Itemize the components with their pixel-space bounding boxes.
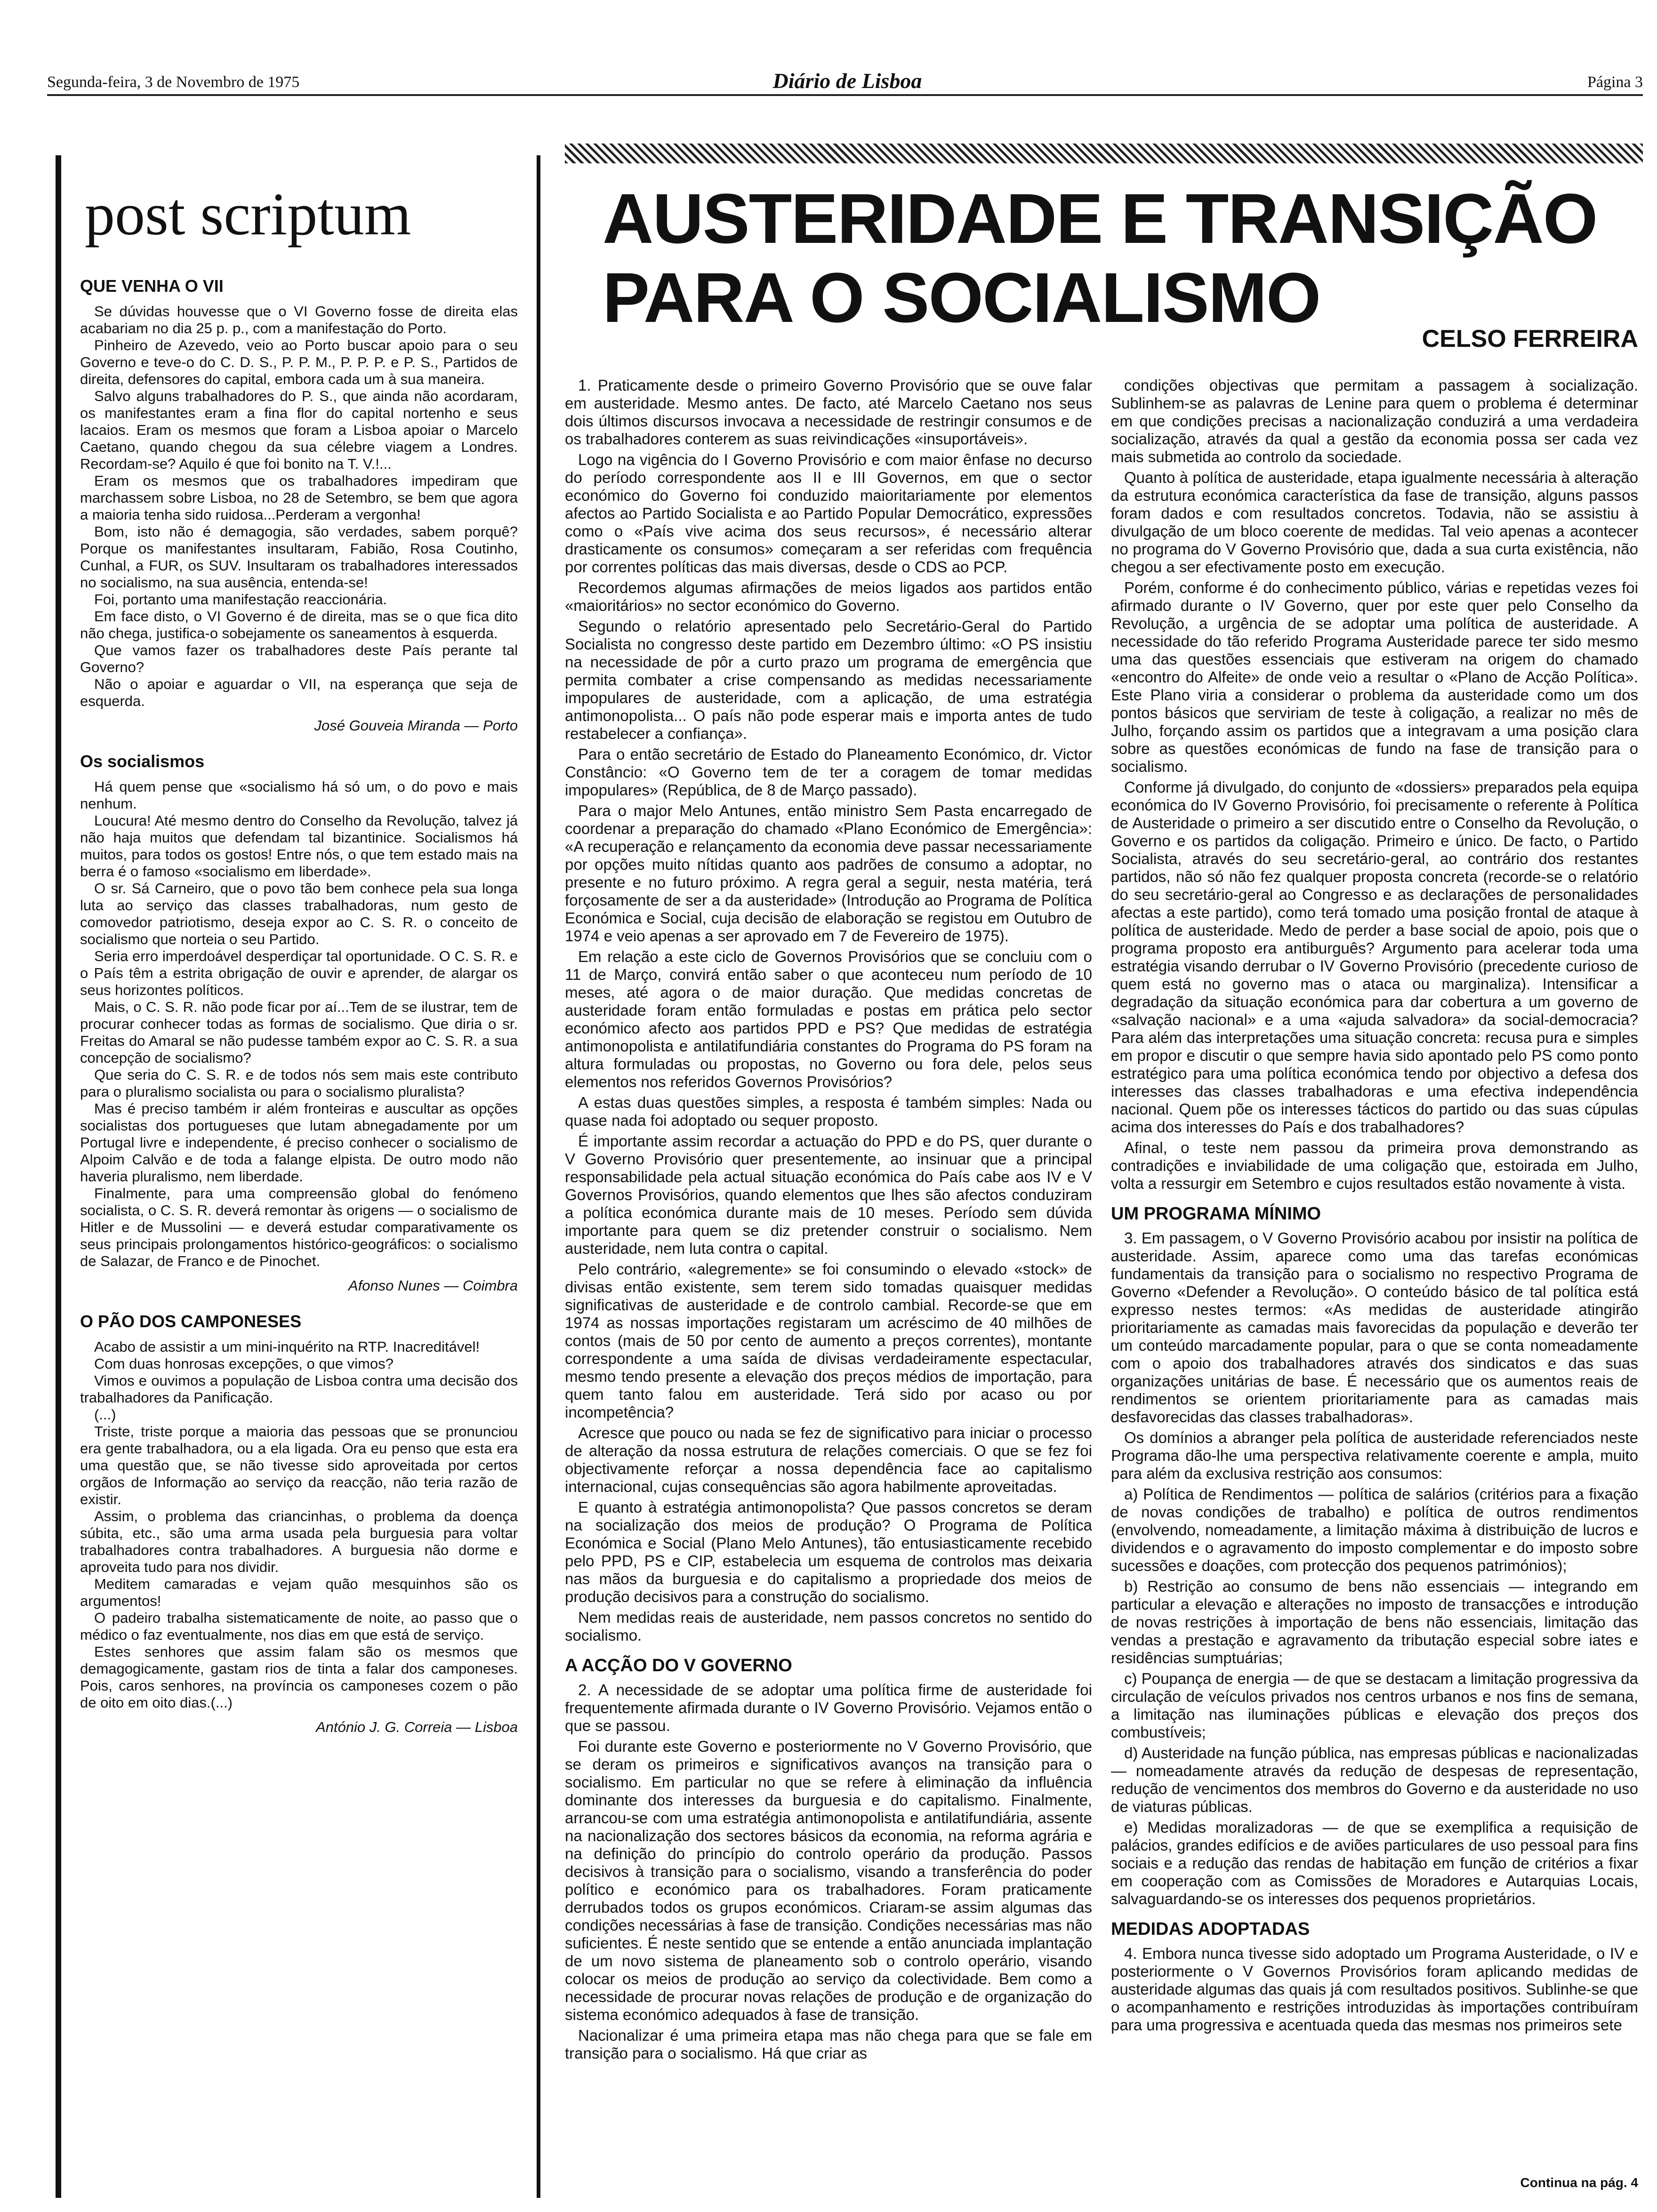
letter-paragraph: Acabo de assistir a um mini-inquérito na RTP. Inacreditável! — [94, 1338, 480, 1355]
letter-signature: José Gouveia Miranda — Porto — [314, 717, 518, 734]
page-number: Página 3 — [1587, 73, 1643, 91]
hatched-rule — [565, 144, 1643, 163]
issue-date: Segunda-feira, 3 de Novembro de 1975 — [47, 73, 300, 91]
letter-paragraph: O padeiro trabalha sistematicamente de noite, ao passo que o médico o faz eventualmente, nos dias em que está de serviço. — [80, 1610, 518, 1643]
letter-signature: Afonso Nunes — Coimbra — [348, 1277, 518, 1294]
letter-paragraph: Mas é preciso também ir além fronteiras e auscultar as opções socialistas dos portugueses que lutam abnegadamente por um Portugal livre e independente, é preciso conhecer o socialismo de Alpoim Calvão e de toda a falange elpista. De outro modo não haveria pluralismo, nem liberdade. — [80, 1100, 518, 1185]
letter-paragraph: (...) — [94, 1406, 116, 1423]
article-paragraph: 3. Em passagem, o V Governo Provisório acabou por insistir na política de austeridade. Assim, aparece como uma das tarefas económicas fundamentais da transição para o socialismo no respectivo Programa de Governo «Defender a Revolução». O conteúdo básico de tal política está expresso nestes termos: «As medidas de austeridade atingirão prioritariamente as camadas mais favorecidas da população e deverão ter um conteúdo marcadamente popular, para o que se conta nomeadamente com o apoio dos trabalhadores através dos sindicatos e das suas organizações unitárias de base. É necessário que os aumentos reais de rendimentos se orientem prioritariamente para as camadas mais desfavorecidas das classes trabalhadoras». — [1111, 1229, 1638, 1426]
article-paragraph: Foi durante este Governo e posteriormente no V Governo Provisório, que se deram os primeiros e significativos avanços na transição para o socialismo. Em particular no que se refere à eliminação da influência dominante dos interesses da burguesia e do capitalismo. Finalmente, arrancou-se com uma estratégia antimonopolista e antilatifundiária, assente na nacionalização dos sectores básicos da economia, na reforma agrária e na definição do princípio do controlo operário da produção. Passos decisivos à transição para o socialismo, visando a transferência do poder político e económico para os trabalhadores. Foram praticamente derrubados todos os grupos económicos. Criaram-se assim algumas das condições necessárias à fase de transição. Condições necessárias mas não suficientes. É neste sentido que se entende a então anunciada implantação de um novo sistema de planeamento sob o controlo operário, visando colocar os meios de produção ao serviço da colectividade. Bem como a necessidade de procurar novas relações de produção e de organização do sistema económico adequados à fase de transição. — [565, 1738, 1092, 2023]
article-paragraph: Acresce que pouco ou nada se fez de significativo para iniciar o processo de alteração da nossa estrutura de relações comerciais. O que se fez foi objectivamente reforçar a nossa dependência face ao capitalismo internacional, cujas consequências são agora habilmente aproveitadas. — [565, 1424, 1092, 1495]
letter-paragraph: Que vamos fazer os trabalhadores deste País perante tal Governo? — [80, 642, 518, 675]
article-paragraph: Para o então secretário de Estado do Planeamento Económico, dr. Victor Constâncio: «O Governo tem de ter a coragem de tomar medidas impopulares» (República, de 8 de Março passado). — [565, 745, 1092, 799]
article-title-line2: PARA O SOCIALISMO — [603, 258, 1320, 337]
letter-section — [80, 753, 518, 1294]
article-paragraph: Recordemos algumas afirmações de meios ligados aos partidos então «maioritários» no sector económico do Governo. — [565, 579, 1092, 614]
article-paragraph: 1. Praticamente desde o primeiro Governo Provisório que se ouve falar em austeridade. Mesmo antes. De facto, até Marcelo Caetano nos seus dois últimos discursos invocava a necessidade de restringir consumos e de os trabalhadores conterem as suas reivindicações «insuportáveis». — [565, 377, 1092, 448]
post-scriptum-title: post scriptum — [85, 181, 411, 248]
article-paragraph: A estas duas questões simples, a resposta é também simples: Nada ou quase nada foi adoptado ou sequer proposto. — [565, 1094, 1092, 1129]
letter-paragraph: Estes senhores que assim falam são os mesmos que demagogicamente, gastam rios de tinta a falar dos camponeses. Pois, caros senhores, na província os camponeses cozem o pão de oito em oito dias.(...) — [80, 1643, 518, 1711]
letter-paragraph: Meditem camaradas e vejam quão mesquinhos são os argumentos! — [80, 1576, 518, 1609]
article-paragraph: Para o major Melo Antunes, então ministro Sem Pasta encarregado de coordenar a preparação do chamado «Plano Económico de Emergência»: «A recuperação e relançamento da economia deve passar necessariamente por opções muito nítidas quanto aos padrões de consumo a adoptar, no presente e no futuro próximo. A regra geral a seguir, nesta matéria, terá forçosamente de ser a da austeridade» (Introdução ao Programa de Política Económica e Social, cuja decisão de elaboração se registou em Outubro de 1974 e veio apenas a ser aprovado em 7 de Fevereiro de 1975). — [565, 802, 1092, 945]
letter-paragraph: Vimos e ouvimos a população de Lisboa contra uma decisão dos trabalhadores da Panificação. — [80, 1372, 518, 1406]
article-paragraph: Afinal, o teste nem passou da primeira prova demonstrando as contradições e inviabilidade de uma coligação que, estoirada em Julho, volta a ressurgir em Setembro e cujos resultados estão novamente à vista. — [1111, 1139, 1638, 1192]
article-paragraph: e) Medidas moralizadoras — de que se exemplifica a requisição de palácios, grandes edifícios e de aviões particulares de uso pessoal para fins sociais e a redução das rendas de habitação em função de critérios a fixar em cooperação com as Comissões de Moradores e Autarquias Locais, salvaguardando-se os interesses dos pequenos proprietários. — [1111, 1819, 1638, 1907]
article-paragraph: Conforme já divulgado, do conjunto de «dossiers» preparados pela equipa económica do IV Governo Provisório, foi precisamente o referente à Política de Austeridade o primeiro a ser discutido entre o Conselho da Revolução, o Governo e os partidos da coligação. Primeiro e único. De facto, o Partido Socialista, através do seu secretário-geral, ao contrário dos restantes partidos, não só não fez qualquer proposta concreta (recorde-se o relatório do seu secretário-geral ao Congresso e as declarações de personalidades afectas a este partido), como terá tomado uma posição frontal de ataque à política de austeridade. Medo de perder a base social de apoio, pois que o programa proposto era antiburguês? Argumento para acelerar toda uma estratégia visando derrubar o IV Governo Provisório (precedente curioso de quem está no governo mas o ataca ou marginaliza). Intensificar a degradação da situação económica para dar cobertura a um governo de «salvação nacional» e a uma «ajuda salvadora» da social-democracia? Para além das interpretações uma situação concreta: recusa pura e simples em propor e discutir o que sempre havia sido apontado pelo PS como ponto estratégico para uma política económica tendo por objectivo a defesa dos interesses das classes trabalhadoras e uma efectiva independência nacional. Quem põe os interesses tácticos do partido ou das suas cúpulas acima dos interesses do País e dos trabalhadores? — [1111, 778, 1638, 1136]
letter-signature: António J. G. Correia — Lisboa — [315, 1719, 518, 1735]
article-body — [565, 377, 1638, 2184]
letter-paragraph: Seria erro imperdoável desperdiçar tal oportunidade. O C. S. R. e o País têm a estrita obrigação de ouvir e aprender, de alargar os seus horizontes políticos. — [80, 948, 518, 998]
article-paragraph: c) Poupança de energia — de que se destacam a limitação progressiva da circulação de veículos privados nos centros urbanos e nos fins de semana, a limitação nas iluminações públicas e elevação dos preços dos combustíveis; — [1111, 1670, 1638, 1741]
letter-paragraph: Salvo alguns trabalhadores do P. S., que ainda não acordaram, os manifestantes eram a fina flor do capital nortenho e seus lacaios. Eram os mesmos que foram a Lisboa apoiar o Marcelo Caetano, quando chegou da sua célebre viagem a Londres. Recordam-se? Aquilo é que foi bonito na T. V.!... — [80, 388, 518, 472]
article-paragraph: Nem medidas reais de austeridade, nem passos concretos no sentido do socialismo. — [565, 1609, 1092, 1644]
letter-paragraph: Foi, portanto uma manifestação reaccionária. — [94, 591, 387, 608]
article-paragraph: Quanto à política de austeridade, etapa igualmente necessária à alteração da estrutura económica característica da fase de transição, alguns passos foram dados e com resultados concretos. Todavia, não se assistiu à divulgação de um bloco coerente de medidas. Tal veio apenas a acontecer no programa do V Governo Provisório que, dada a sua curta existência, não chegou a ser efectivamente posto em execução. — [1111, 469, 1638, 576]
letter-paragraph: Com duas honrosas excepções, o que vimos? — [94, 1355, 394, 1372]
article-paragraph: d) Austeridade na função pública, nas empresas públicas e nacionalizadas — nomeadamente através da redução de despesas de representação, redução de vencimentos dos membros do Governo e da austeridade no uso de viaturas públicas. — [1111, 1744, 1638, 1815]
letter-paragraph: Finalmente, para uma compreensão global do fenómeno socialista, o C. S. R. deverá remontar às origens — o socialismo de Hitler e de Mussolini — e deverá estudar comparativamente os seus principais prolongamentos histórico-geográficos: o socialismo de Salazar, de Franco e de Pinochet. — [80, 1185, 518, 1269]
article-title-line1: AUSTERIDADE E TRANSIÇÃO — [603, 179, 1597, 258]
letter-paragraph: Em face disto, o VI Governo é de direita, mas se o que fica dito não chega, justifica-o sobejamente os saneamentos à esquerda. — [80, 608, 518, 641]
column-separator — [537, 155, 540, 2198]
letter-heading: Os socialismos — [80, 752, 205, 771]
letter-paragraph: Há quem pense que «socialismo há só um, o do povo e mais nenhum. — [80, 778, 518, 812]
article-column-1 — [565, 377, 1092, 2184]
article-paragraph: 4. Embora nunca tivesse sido adoptado um Programa Austeridade, o IV e posteriormente o V Governos Provisórios foram aplicando medidas de austeridade algumas das quais já com resultados positivos. Sublinhe-se que o acompanhamento e restrições introduzidas às importações contribuíram para uma progressiva e acentuada queda das mesmas nos primeiros sete — [1111, 1945, 1638, 2034]
article-column-2 — [1111, 377, 1638, 2184]
letter-heading: QUE VENHA O VII — [80, 276, 224, 296]
article-paragraph: Porém, conforme é do conhecimento público, várias e repetidas vezes foi afirmado durante o IV Governo, quer por este quer pelo Conselho da Revolução, a urgência de se adoptar uma política de austeridade. A necessidade do tão referido Programa Austeridade parece ter sido mesmo uma das questões essenciais que estiveram na origem do chamado «encontro do Alfeite» de onde veio a resultar o «Plano de Acção Política». Este Plano viria a considerar o problema da austeridade como um dos pontos básicos que serviriam de teste à coligação, a realizar no mês de Julho, forçando assim os partidos que a integravam a uma posição clara sobre as questões económicas de fundo na fase de transição para o socialismo. — [1111, 579, 1638, 775]
article-paragraph: a) Política de Rendimentos — política de salários (critérios para a fixação de novas condições de trabalho) e política de outros rendimentos (envolvendo, nomeadamente, a limitação máxima à distribuição de lucros e dividendos e o agravamento do imposto complementar e do imposto sobre sucessões e doações, com protecção dos pequenos patrimónios); — [1111, 1485, 1638, 1574]
letter-section — [80, 1313, 518, 1736]
letter-paragraph: Pinheiro de Azevedo, veio ao Porto buscar apoio para o seu Governo e teve-o do C. D. S., P. P. M., P. P. P. e P. S., Partidos de direita, defensores do capital, embora cada um à sua maneira. — [80, 337, 518, 387]
continued-note: Continua na pág. 4 — [1520, 2175, 1638, 2190]
letters-list — [80, 278, 518, 1736]
letter-paragraph: Que seria do C. S. R. e de todos nós sem mais este contributo para o pluralismo socialista ou para o socialismo pluralista? — [80, 1066, 518, 1100]
subheading: UM PROGRAMA MÍNIMO — [1111, 1204, 1321, 1224]
subheading: A ACÇÃO DO V GOVERNO — [565, 1656, 792, 1675]
article-paragraph: 2. A necessidade de se adoptar uma política firme de austeridade foi frequentemente afirmada durante o IV Governo Provisório. Vejamos então o que se passou. — [565, 1681, 1092, 1734]
letter-paragraph: Se dúvidas houvesse que o VI Governo fosse de direita elas acabariam no dia 25 p. p., com a manifestação do Porto. — [80, 303, 518, 337]
article-paragraph: condições objectivas que permitam a passagem à socialização. Sublinhem-se as palavras de Lenine para quem o problema é determinar em que condições precisas a nacionalização conduzirá a uma verdadeira socialização, através da qual a gestão da economia possa ser cada vez mais submetida ao controlo da sociedade. — [1111, 377, 1638, 465]
article-paragraph: b) Restrição ao consumo de bens não essenciais — integrando em particular a elevação e alterações no imposto de transacções e introdução de novas restrições à importação de bens não essenciais, limitação das vendas a prestação e agravamento da tributação especial sobre iates e residências sumptuárias; — [1111, 1578, 1638, 1667]
article-paragraph: Em relação a este ciclo de Governos Provisórios que se concluiu com o 11 de Março, convirá então saber o que aconteceu num período de 10 meses, até agora o de maior duração. Que medidas concretas de austeridade foram então formuladas e postas em prática pelo sector económico afecto aos partidos PPD e PS? Que medidas de estratégia antimonopolista e antilatifundiária constantes do Programa do PS foram na altura formuladas ou propostas, no Governo ou fora dele, pelos seus elementos nos referidos Governos Provisórios? — [565, 948, 1092, 1090]
article-author: CELSO FERREIRA — [1422, 325, 1638, 353]
letter-paragraph: Não o apoiar e aguardar o VII, na esperança que seja de esquerda. — [80, 676, 518, 709]
letter-paragraph: Loucura! Até mesmo dentro do Conselho da Revolução, talvez já não haja muitos que defendam tal bizantinice. Socialismos há muitos, para todos os gostos! Entre nós, o que tem estado mais na berra é o famoso «socialismo em liberdade». — [80, 812, 518, 880]
article-paragraph: Logo na vigência do I Governo Provisório e com maior ênfase no decurso do período correspondente aos II e III Governos, em que o sector económico do Governo foi conduzido maioritariamente por elementos afectos ao Partido Socialista e ao Partido Popular Democrático, expressões como o «País vive acima dos seus recursos», é necessário alterar drasticamente os consumos» começaram a ser referidas com frequência por correntes políticas das mais diversas, desde o CDS ao PCP. — [565, 451, 1092, 576]
post-scriptum-column — [80, 179, 518, 1755]
article-paragraph: Os domínios a abranger pela política de austeridade referenciados neste Programa dão-lhe uma perspectiva relativamente coerente e ampla, muito para além da exclusiva restrição aos consumos: — [1111, 1429, 1638, 1482]
letter-paragraph: Mais, o C. S. R. não pode ficar por aí...Tem de se ilustrar, tem de procurar conhecer todas as formas de socialismo. Que diria o sr. Freitas do Amaral se não pudesse também expor ao C. S. R. a sua concepção de socialismo? — [80, 999, 518, 1066]
letter-paragraph: Assim, o problema das criancinhas, o problema da doença súbita, etc., são uma arma usada pela burguesia para voltar trabalhadores contra trabalhadores. A burguesia não dorme e aproveita tudo para nos dividir. — [80, 1508, 518, 1575]
article-paragraph: E quanto à estratégia antimonopolista? Que passos concretos se deram na socialização dos meios de produção? O Programa de Política Económica e Social (Plano Melo Antunes), tão entusiasticamente recebido pelo PPD, PS e CIP, estabelecia um esquema de controlos mas deixaria nas mãos da burguesia e do capitalismo a propriedade dos meios de produção decisivos para a construção do socialismo. — [565, 1499, 1092, 1605]
letter-paragraph: Eram os mesmos que os trabalhadores impediram que marchassem sobre Lisboa, no 28 de Setembro, se bem que agora a maioria tenha sido ruidosa...Perderam a vergonha! — [80, 473, 518, 523]
letter-paragraph: Bom, isto não é demagogia, são verdades, sabem porquê? Porque os manifestantes insultaram, Fabião, Rosa Coutinho, Cunhal, a FUR, os SUV. Insultaram os trabalhadores interessados no socialismo, na sua ausência, entenda-se! — [80, 523, 518, 591]
letter-paragraph: Triste, triste porque a maioria das pessoas que se pronunciou era gente trabalhadora, ou a ela ligada. Ora eu penso que esta era uma questão que, se não tivesse sido aproveitada por certos orgãos de Informação ao serviço da reacção, não teria razão de existir. — [80, 1423, 518, 1507]
article-paragraph: É importante assim recordar a actuação do PPD e do PS, quer durante o V Governo Provisório quer presentemente, ao insinuar que a principal responsabilidade pela actual situação económica do País cabe aos IV e V Governos Provisórios, quando elementos que lhes são afectos conduziram a política económica durante mais de 10 meses. Período sem dúvida importante para quem se diz pretender construir o socialismo. Nem austeridade, nem luta contra o capital. — [565, 1132, 1092, 1257]
article-title — [603, 179, 1638, 337]
left-border-rule — [56, 155, 61, 2198]
letter-section — [80, 278, 518, 734]
letter-heading: O PÃO DOS CAMPONESES — [80, 1312, 302, 1331]
newspaper-name: Diário de Lisboa — [772, 69, 922, 93]
article-paragraph: Segundo o relatório apresentado pelo Secretário-Geral do Partido Socialista no congresso deste partido em Dezembro último: «O PS insistiu na necessidade de pôr a curto prazo um programa de emergência que permita combater a crise compensando as medidas necessariamente impopulares de austeridade, com a aplicação, de uma estratégia antimonopolista... O país não pode esperar mais e importa antes de tudo restabelecer a confiança». — [565, 617, 1092, 742]
article-paragraph: Nacionalizar é uma primeira etapa mas não chega para que se fale em transição para o socialismo. Há que criar as — [565, 2027, 1092, 2062]
subheading: MEDIDAS ADOPTADAS — [1111, 1919, 1310, 1939]
article-paragraph: Pelo contrário, «alegremente» se foi consumindo o elevado «stock» de divisas então existente, sem terem sido tomadas quaisquer medidas significativas de austeridade e de controlo cambial. Recorde-se que em 1974 as nossas importações registaram um acréscimo de 40 milhões de contos (mais de 50 por cento de aumento a preços correntes), montante correspondente a uma saída de divisas verdadeiramente espectacular, mesmo tendo presente a elevação dos preços médios de importação, para quem tanto falou em austeridade. Terá sido por acaso ou por incompetência? — [565, 1260, 1092, 1421]
letter-paragraph: O sr. Sá Carneiro, que o povo tão bem conhece pela sua longa luta ao serviço das classes trabalhadoras, num gesto de comovedor patriotismo, deseja expor ao C. S. R. o conceito de socialismo que norteia o seu Partido. — [80, 880, 518, 947]
page-header — [47, 66, 1643, 96]
